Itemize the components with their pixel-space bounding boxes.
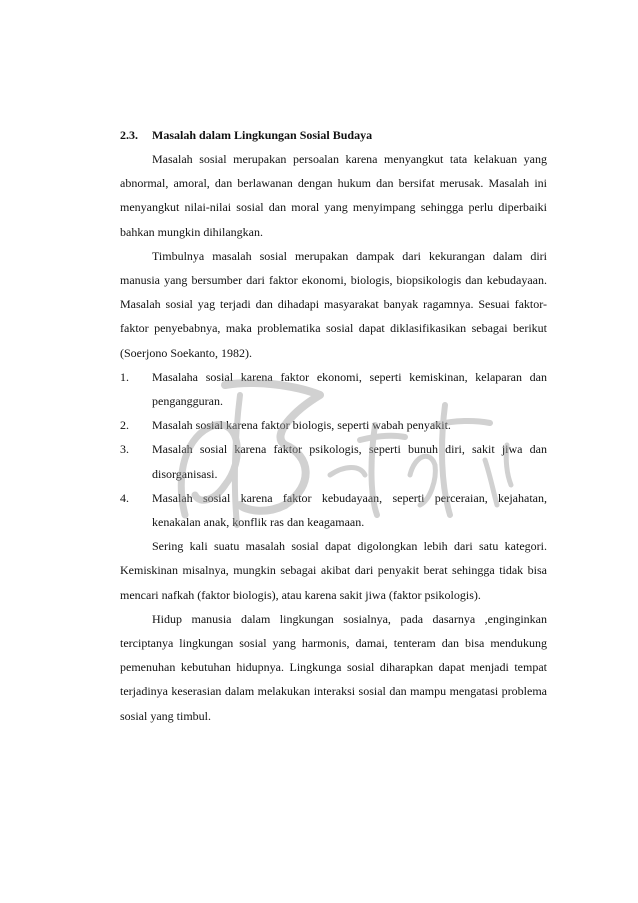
- list-text: Masalah sosial karena faktor psikologis, seperti bunuh diri, sakit jiwa dan disorganisasi.: [152, 442, 547, 481]
- section-title: Masalah dalam Lingkungan Sosial Budaya: [152, 128, 373, 142]
- section-heading: [120, 123, 547, 147]
- list-number: 1.: [120, 369, 129, 384]
- list-item: [120, 437, 547, 485]
- paragraph-2: Timbulnya masalah sosial merupakan dampak dari kekurangan dalam diri manusia yang bersumber dari faktor ekonomi, biologis, biopsikologis dan kebudayaan. Masalah sosial yag terjadi dan dihadapi masyarakat banyak ragamnya. Sesuai faktor-faktor penyebabnya, maka problematika sosial dapat diklasifikasikan sebagai berikut (Soerjono Soekanto, 1982).: [120, 248, 547, 360]
- paragraph-1: Masalah sosial merupakan persoalan karena menyangkut tata kelakuan yang abnormal, amoral, dan berlawanan dengan hukum dan bersifat merusak. Masalah ini menyangkut nilai-nilai sosial dan moral yang menyimpang sehingga perlu diperbaiki bahkan mungkin dihilangkan.: [120, 152, 547, 239]
- list-text: Masalaha sosial karena faktor ekonomi, seperti kemiskinan, kelaparan dan pengangguran.: [152, 369, 547, 409]
- factor-list: [120, 365, 547, 534]
- list-text: Masalah sosial karena faktor biologis, seperti wabah penyakit.: [152, 418, 451, 433]
- paragraph-3: Sering kali suatu masalah sosial dapat digolongkan lebih dari satu kategori. Kemiskinan misalnya, mungkin sebagai akibat dari penyakit berat sehingga tidak bisa mencari nafkah (faktor biologis), atau karena sakit jiwa (faktor psikologis).: [120, 539, 547, 602]
- list-text: Masalah sosial karena faktor kebudayaan, seperti perceraian, kejahatan, kenakalan anak, konflik ras dan keagamaan.: [152, 490, 547, 530]
- list-number: 3.: [120, 442, 129, 457]
- list-item: [120, 413, 547, 437]
- list-item: [120, 486, 547, 534]
- section-number: 2.3.: [120, 128, 138, 142]
- list-number: 2.: [120, 418, 129, 433]
- list-number: 4.: [120, 490, 129, 505]
- paragraph-4: Hidup manusia dalam lingkungan sosialnya, pada dasarnya ,enginginkan terciptanya lingkungan sosial yang harmonis, damai, tenteram dan bisa mendukung pemenuhan kebutuhan hidupnya. Lingkunga sosial diharapkan dapat menjadi tempat terjadinya keserasian dalam melakukan interaksi sosial dan mampu mengatasi problema sosial yang timbul.: [120, 611, 547, 723]
- document-body: [120, 123, 547, 728]
- list-item: [120, 365, 547, 413]
